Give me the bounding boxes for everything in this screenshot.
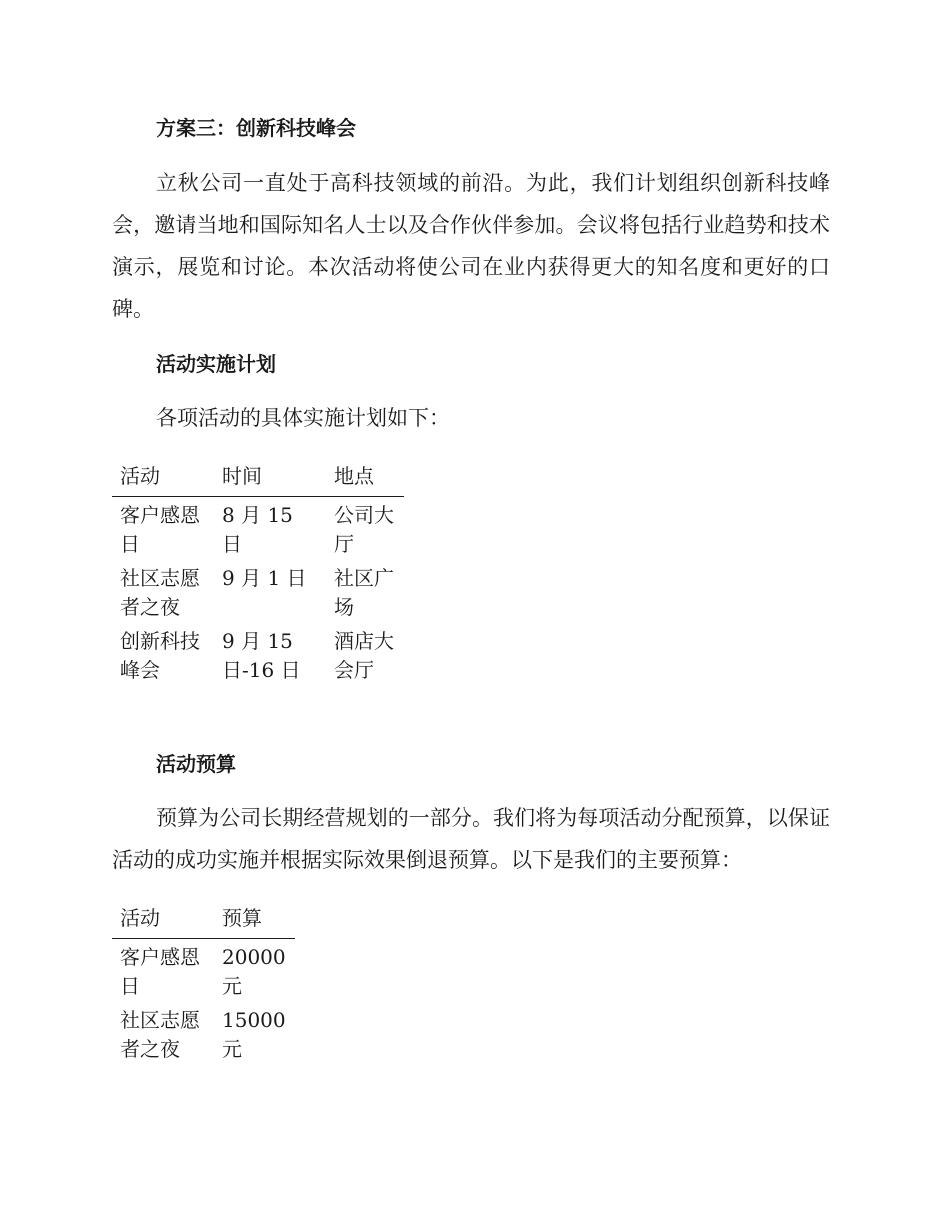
table-cell: 创新科技峰会 — [120, 629, 200, 682]
table-cell: 社区志愿者之夜 — [120, 566, 200, 619]
table-cell: 社区志愿者之夜 — [120, 1008, 200, 1061]
table-cell: 客户感恩日 — [120, 503, 200, 556]
table-row — [112, 939, 295, 1007]
table-cell: 公司大厅 — [334, 503, 394, 556]
table-cell: 社区广场 — [334, 566, 394, 619]
budget-heading: 活动预算 — [156, 752, 236, 776]
table-cell: 客户感恩日 — [120, 945, 200, 998]
column-header: 时间 — [214, 462, 326, 497]
summit-heading: 方案三：创新科技峰会 — [156, 116, 356, 140]
column-header: 活动 — [112, 462, 214, 497]
plan-intro: 各项活动的具体实施计划如下： — [156, 406, 450, 430]
table-cell: 8 月 15 日 — [222, 503, 293, 556]
table-row — [112, 1006, 295, 1069]
table-cell: 9 月 15 日-16 日 — [222, 629, 301, 682]
table-cell: 酒店大会厅 — [334, 629, 394, 682]
table-header-row — [112, 462, 404, 497]
table-cell: 9 月 1 日 — [222, 566, 307, 590]
table-cell: 15000 元 — [222, 1008, 286, 1061]
column-header: 预算 — [214, 904, 295, 939]
budget-intro: 预算为公司长期经营规划的一部分。我们将为每项活动分配预算，以保证活动的成功实施并根据实际效果倒退预算。以下是我们的主要预算： — [112, 806, 830, 872]
table-row — [112, 627, 404, 690]
column-header: 地点 — [326, 462, 404, 497]
budget-table — [112, 904, 295, 1069]
table-row — [112, 497, 404, 565]
table-row — [112, 564, 404, 627]
table-header-row — [112, 904, 295, 939]
table-cell: 20000 元 — [222, 945, 286, 998]
column-header: 活动 — [112, 904, 214, 939]
plan-heading: 活动实施计划 — [156, 352, 276, 376]
summit-paragraph: 立秋公司一直处于高科技领域的前沿。为此，我们计划组织创新科技峰会，邀请当地和国际知名人士以及合作伙伴参加。会议将包括行业趋势和技术演示，展览和讨论。本次活动将使公司在业内获得更大的知名度和更好的口碑。 — [112, 171, 830, 321]
schedule-table — [112, 462, 404, 690]
